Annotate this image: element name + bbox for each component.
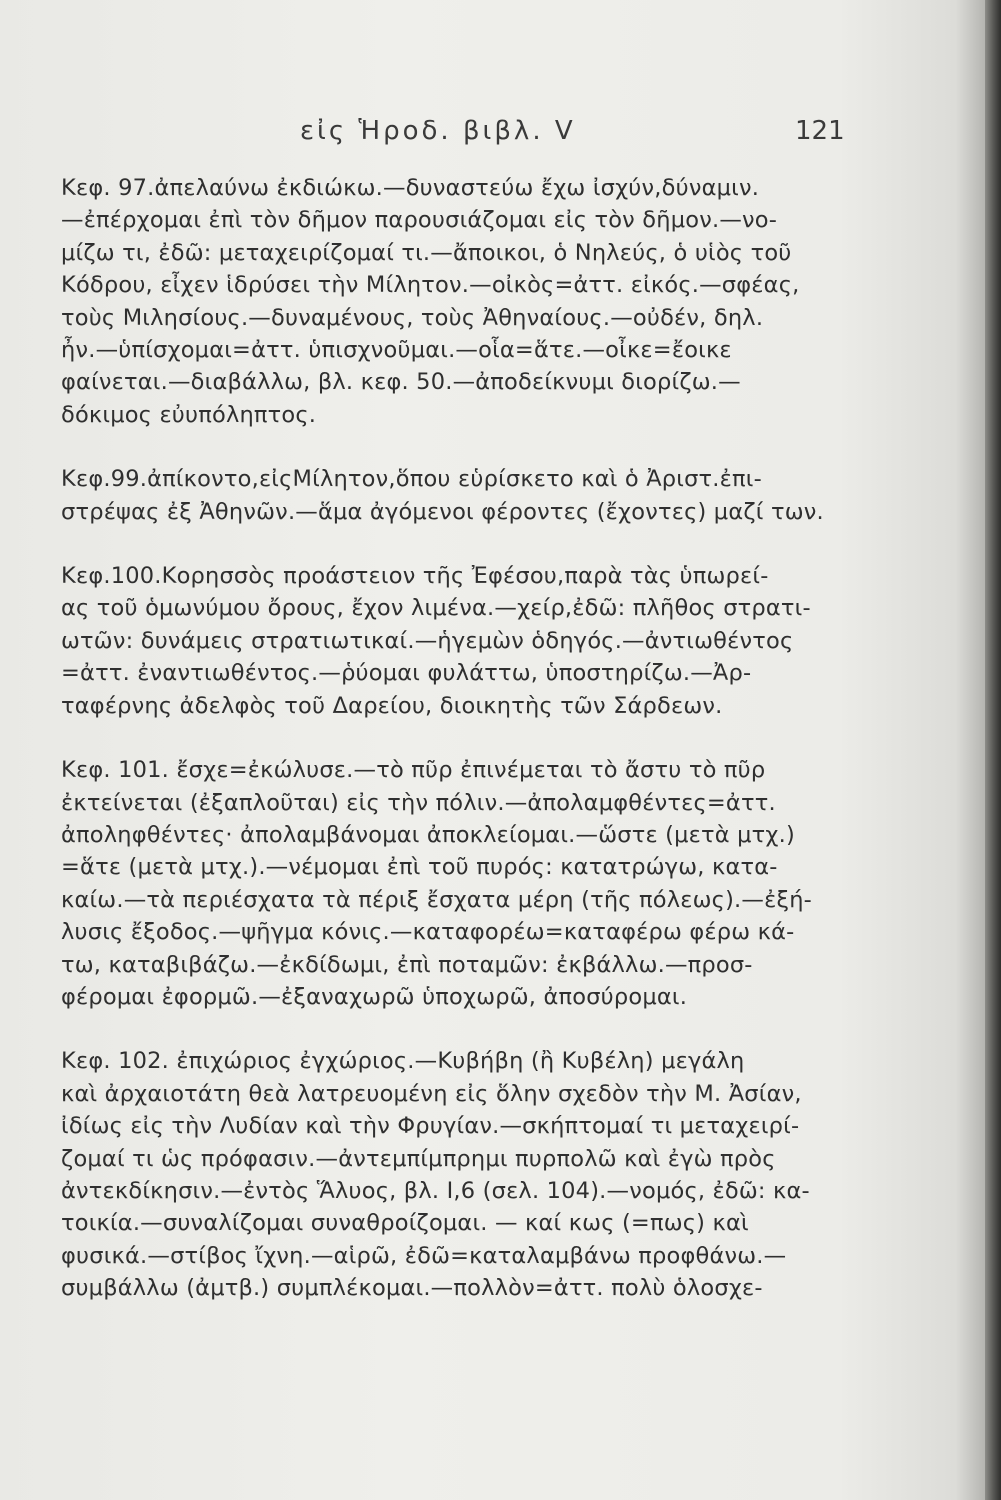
text-line: φαίνεται.—διαβάλλω, βλ. κεφ. 50.—ἀποδείκνυμι διορίζω.—: [61, 369, 741, 396]
text-line: Κεφ.100.Κορησσὸς προάστειον τῆς Ἐφέσου,παρὰ τὰς ὑπωρεί-: [61, 563, 769, 590]
text-line: Κεφ. 97.ἀπελαύνω ἐκδιώκω.—δυναστεύω ἔχω ἰσχύν,δύναμιν.: [61, 175, 760, 201]
page-edge: [985, 0, 1001, 1500]
text-line: δόκιμος εὐυπόληπτος.: [61, 401, 317, 428]
text-line: ας τοῦ ὁμωνύμου ὄρους, ἔχον λιμένα.—χείρ,ἐδῶ: πλῆθος στρατι-: [61, 595, 811, 622]
text-line: ἀποληφθέντες· ἀπολαμβάνομαι ἀποκλείομαι.—ὥστε (μετὰ μτχ.): [61, 821, 795, 848]
text-line: φέρομαι ἐφορμῶ.—ἐξαναχωρῶ ὑποχωρῶ, ἀποσύρομαι.: [61, 983, 688, 1010]
text-line: ἰδίως εἰς τὴν Λυδίαν καὶ τὴν Φρυγίαν.—σκήπτομαί τι μεταχειρί-: [61, 1113, 800, 1140]
text-line: λυσις ἔξοδος.—ψῆγμα κόνις.—καταφορέω=καταφέρω φέρω κά-: [61, 919, 795, 946]
text-line: στρέψας ἐξ Ἀθηνῶν.—ἅμα ἀγόμενοι φέροντες (ἔχοντες) μαζί των.: [61, 498, 824, 525]
text-line: ωτῶν: δυνάμεις στρατιωτικαί.—ἡγεμὼν ὁδηγός.—ἀντιωθέντος: [61, 627, 794, 654]
paragraph-ch101: [61, 754, 841, 1013]
text-line: ἐκτείνεται (ἐξαπλοῦται) εἰς τὴν πόλιν.—ἀπολαμφθέντες=ἀττ.: [61, 789, 776, 816]
running-head-title: εἰς Ἡροδ. βιβλ. V: [300, 116, 576, 146]
text-line: ἀντεκδίκησιν.—ἐντὸς Ἅλυος, βλ. I,6 (σελ. 104).—νομός, ἐδῶ: κα-: [61, 1177, 810, 1204]
text-line: —ἐπέρχομαι ἐπὶ τὸν δῆμον παρουσιάζομαι εἰς τὸν δῆμον.—νο-: [61, 207, 778, 234]
text-line: μίζω τι, ἐδῶ: μεταχειρίζομαί τι.—ἄποικοι, ὁ Νηλεύς, ὁ υἱὸς τοῦ: [61, 239, 792, 266]
paragraph-ch102: [61, 1045, 841, 1304]
text-line: ἦν.—ὑπίσχομαι=ἀττ. ὑπισχνοῦμαι.—οἷα=ἅτε.—οἶκε=ἔοικε: [61, 337, 732, 364]
text-line: καὶ ἀρχαιοτάτη θεὰ λατρευομένη εἰς ὅλην σχεδὸν τὴν Μ. Ἀσίαν,: [61, 1080, 802, 1107]
text-line: φυσικά.—στίβος ἴχνη.—αἱρῶ, ἐδῶ=καταλαμβάνω προφθάνω.—: [61, 1242, 787, 1269]
text-line: ζομαί τι ὡς πρόφασιν.—ἀντεμπίμπρημι πυρπολῶ καὶ ἐγὼ πρὸς: [61, 1145, 776, 1172]
text-line: συμβάλλω (ἀμτβ.) συμπλέκομαι.—πολλὸν=ἀττ. πολὺ ὁλοσχε-: [61, 1275, 763, 1302]
text-line: Κεφ. 102. ἐπιχώριος ἐγχώριος.—Κυβήβη (ἢ Κυβέλη) μεγάλη: [61, 1048, 745, 1075]
paragraph-ch100: [61, 560, 841, 722]
page-number: 121: [795, 116, 845, 146]
text-line: =ἀττ. ἐναντιωθέντος.—ῥύομαι φυλάττω, ὑποστηρίζω.—Ἀρ-: [61, 660, 752, 687]
text-line: τοικία.—συναλίζομαι συναθροίζομαι. — καί κως (=πως) καὶ: [61, 1210, 749, 1237]
text-line: καίω.—τὰ περιέσχατα τὰ πέριξ ἔσχατα μέρη (τῆς πόλεως).—ἐξή-: [61, 886, 812, 913]
text-line: Κεφ.99.ἀπίκοντο,εἰςΜίλητον,ὅπου εὑρίσκετο καὶ ὁ Ἀριστ.ἐπι-: [61, 466, 762, 493]
commentary-text: [61, 172, 841, 1337]
text-line: =ἅτε (μετὰ μτχ.).—νέμομαι ἐπὶ τοῦ πυρός: κατατρώγω, κατα-: [61, 854, 778, 881]
text-line: Κόδρου, εἶχεν ἱδρύσει τὴν Μίλητον.—οἰκὸς=ἀττ. εἰκός.—σφέας,: [61, 272, 800, 299]
text-line: τω, καταβιβάζω.—ἐκδίδωμι, ἐπὶ ποταμῶν: ἐκβάλλω.—προσ-: [61, 951, 753, 978]
text-line: ταφέρνης ἀδελφὸς τοῦ Δαρείου, διοικητὴς τῶν Σάρδεων.: [61, 692, 723, 719]
paragraph-ch99: [61, 463, 841, 528]
text-line: τοὺς Μιλησίους.—δυναμένους, τοὺς Ἀθηναίους.—οὐδέν, δηλ.: [61, 304, 764, 331]
text-line: Κεφ. 101. ἔσχε=ἐκώλυσε.—τὸ πῦρ ἐπινέμεται τὸ ἄστυ τὸ πῦρ: [61, 757, 766, 784]
paragraph-ch97: [61, 172, 841, 431]
